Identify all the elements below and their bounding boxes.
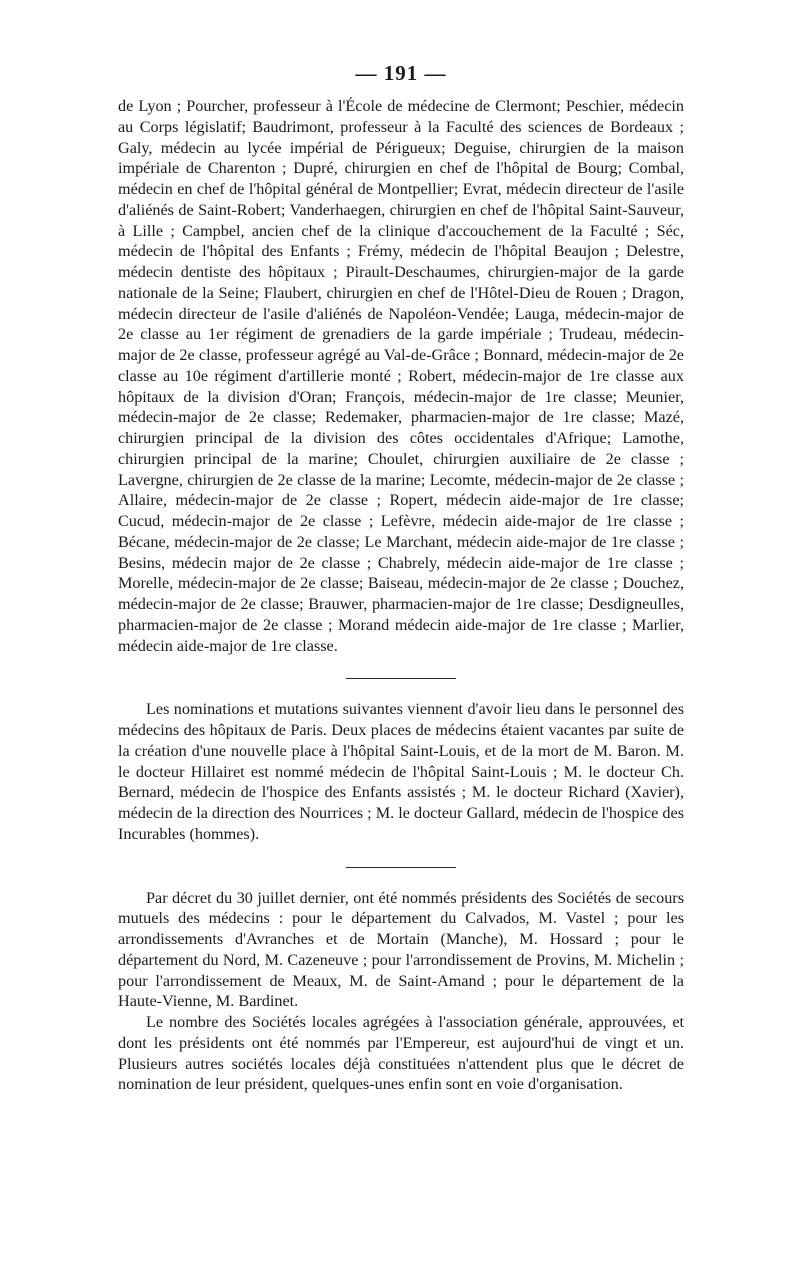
section-divider <box>346 678 456 679</box>
paragraph-paris-hospitals: Les nominations et mutations suivantes viennent d'avoir lieu dans le personnel des médecins des hôpitaux de Paris. Deux places de médecins étaient vacantes par suite de la création d'une nouvelle place à l'hôpital Saint-Louis, et de la mort de M. Baron. M. le docteur Hillairet est nommé médecin de l'hôpital Saint-Louis ; M. le docteur Ch. Bernard, médecin de l'hospice des Enfants assistés ; M. le docteur Richard (Xavier), médecin de la direction des Nourrices ; M. le docteur Gallard, médecin de l'hospice des Incurables (hommes). <box>118 700 684 843</box>
page-number: — 191 — <box>355 61 447 85</box>
section-divider <box>346 867 456 868</box>
paragraph-decree-presidents: Par décret du 30 juillet dernier, ont été nommés présidents des Sociétés de secours mutuels des médecins : pour le département du Calvados, M. Vastel ; pour les arrondissements d'Avranches et de Mortain (Manche), M. Hossard ; pour le département du Nord, M. Cazeneuve ; pour l'arrondissement de Provins, M. Michelin ; pour l'arrondissement de Meaux, M. de Saint-Amand ; pour le département de la Haute-Vienne, M. Bardinet. <box>118 888 684 1011</box>
paragraph-appointments-list: de Lyon ; Pourcher, professeur à l'École de médecine de Clermont; Peschier, médecin au Corps législatif; Baudrimont, professeur à la Faculté des sciences de Bordeaux ; Galy, médecin au lycée impérial de Périgueux; Deguise, chirurgien de la maison impériale de Charenton ; Dupré, chirurgien en chef de l'hôpital de Bourg; Combal, médecin en chef de l'hôpital général de Montpellier; Evrat, médecin directeur de l'asile d'aliénés de Saint-Robert; Vanderhaegen, chirurgien en chef de l'hôpital Saint-Sauveur, à Lille ; Campbel, ancien chef de la clinique d'accouchement de la Faculté ; Séc, médecin de l'hôpital des Enfants ; Frémy, médecin de l'hôpital Beaujon ; Delestre, médecin dentiste des hôpitaux ; Pirault-Deschaumes, chirurgien-major de la garde nationale de la Seine; Flaubert, chirurgien en chef de l'Hôtel-Dieu de Rouen ; Dragon, médecin directeur de l'asile d'aliénés de Napoléon-Vendée; Lauga, médecin-major de 2e classe au 1er régiment de grenadiers de la garde impériale ; Trudeau, médecin-major de 2e classe, professeur agrégé au Val-de-Grâce ; Bonnard, médecin-major de 2e classe au 10e régiment d'artillerie monté ; Robert, médecin-major de 1re classe aux hôpitaux de la division d'Oran; François, médecin-major de 1re classe; Meunier, médecin-major de 2e classe; Redemaker, pharmacien-major de 1re classe; Mazé, chirurgien principal de la division des côtes occidentales d'Afrique; Lamothe, chirurgien principal de la marine; Choulet, chirurgien auxiliaire de 2e classe ; Lavergne, chirurgien de 2e classe de la marine; Lecomte, médecin-major de 2e classe ; Allaire, médecin-major de 2e classe ; Ropert, médecin aide-major de 1re classe; Cucud, médecin-major de 2e classe ; Lefèvre, médecin aide-major de 1re classe ; Bécane, médecin-major de 2e classe; Le Marchant, médecin aide-major de 1re classe ; Besins, médecin major de 2e classe ; Chabrely, médecin aide-major de 1re classe ; Morelle, médecin-major de 2e classe; Baiseau, médecin-major de 2e classe ; Douchez, médecin-major de 2e classe; Brauwer, pharmacien-major de 1re classe; Desdigneulles, pharmacien-major de 2e classe ; Morand médecin aide-major de 1re classe ; Marlier, médecin aide-major de 1re classe. <box>118 97 684 655</box>
paragraph-local-societies: Le nombre des Sociétés locales agrégées à l'association générale, approuvées, et dont les présidents ont été nommés par l'Empereur, est aujourd'hui de vingt et un. Plusieurs autres sociétés locales déjà constituées n'attendent plus que le décret de nomination de leur président, quelques-unes enfin sont en voie d'organisation. <box>118 1013 684 1094</box>
document-page <box>118 58 684 1095</box>
